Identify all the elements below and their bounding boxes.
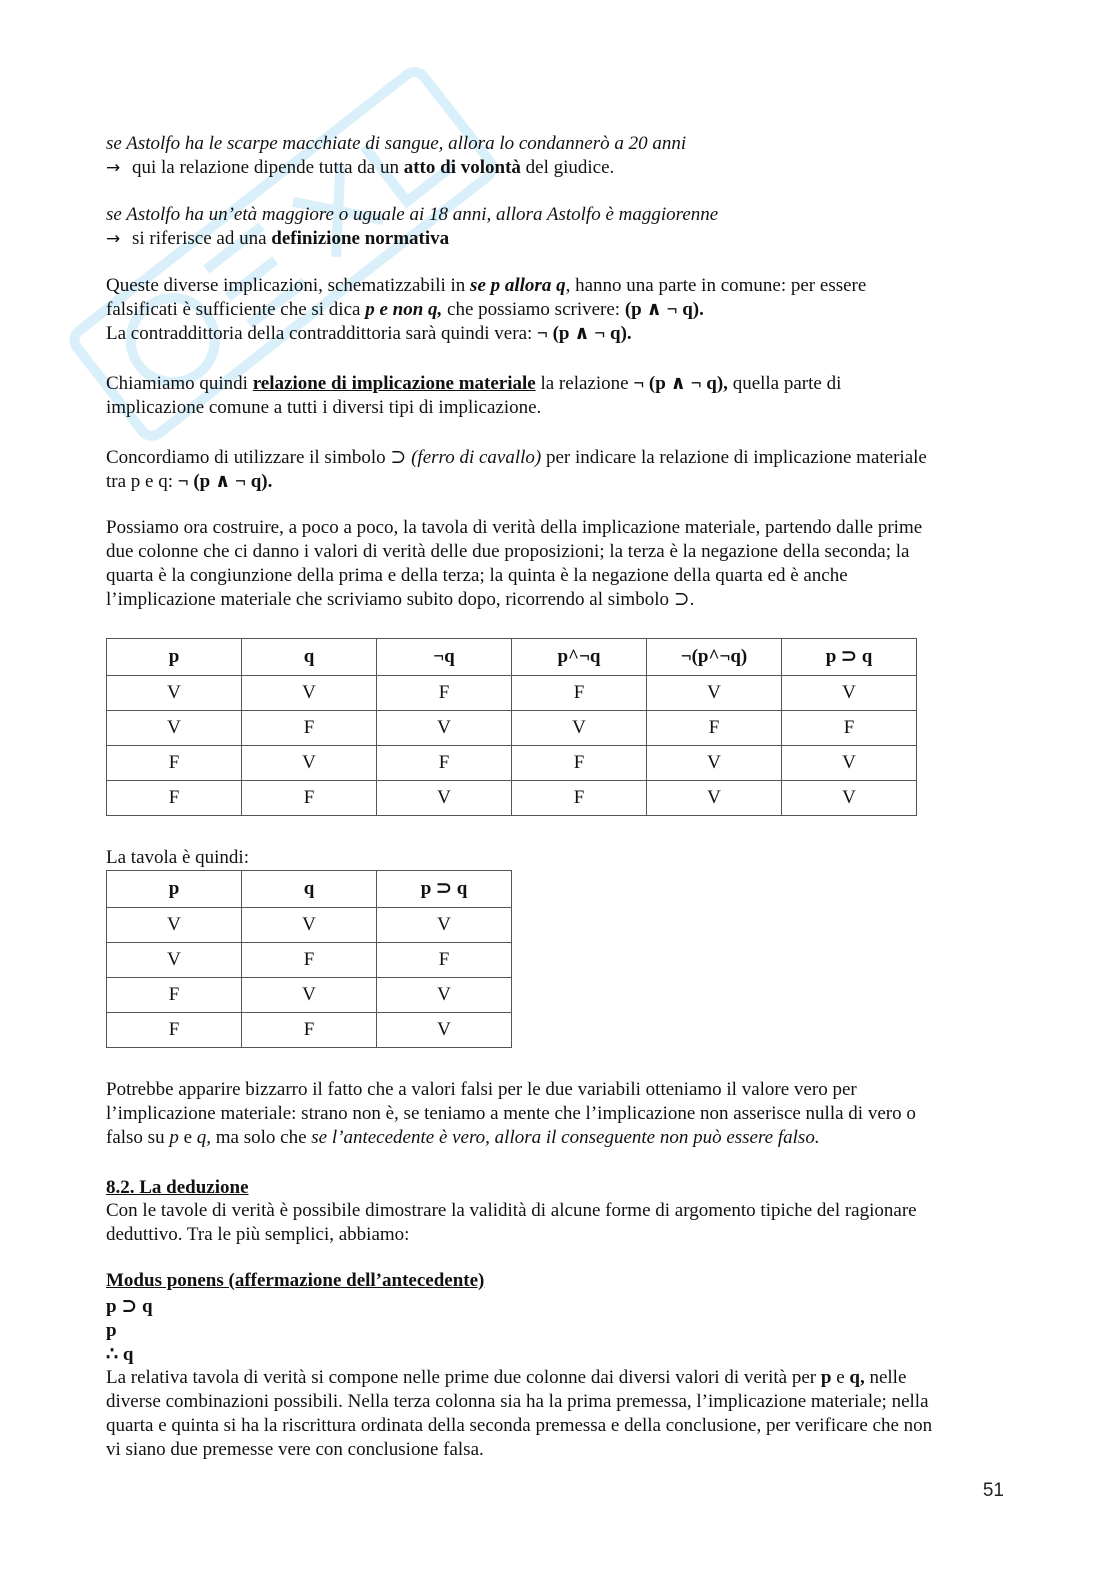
table-cell: F <box>647 711 782 746</box>
table-cell: V <box>107 676 242 711</box>
modus-line3: quarta e quinta si ha la riscrittura ordinata della seconda premessa e della conclusione, per verificare che non <box>106 1415 933 1436</box>
table-cell: V <box>107 711 242 746</box>
example-2-note: → si riferisce ad una definizione normativa <box>106 228 450 249</box>
table-cell: V <box>512 711 647 746</box>
table-cell: V <box>782 781 917 816</box>
modus-line2: diverse combinazioni possibili. Nella terza colonna sia ha la prima premessa, l’implicazione materiale; nella <box>106 1391 929 1412</box>
section-line1: Con le tavole di verità è possibile dimostrare la validità di alcune forme di argomento tipiche del ragionare <box>106 1200 917 1221</box>
para4-line1: Possiamo ora costruire, a poco a poco, la tavola di verità della implicazione materiale, partendo dalle prime <box>106 517 923 538</box>
para1-line2: falsificati è sufficiente che si dica p e non q, che possiamo scrivere: (p ∧ ¬ q). <box>106 299 704 320</box>
table-cell: V <box>107 943 242 978</box>
modus-ponens-heading: Modus ponens (affermazione dell’antecedente) <box>106 1270 485 1291</box>
table-row <box>107 781 917 816</box>
table-row <box>107 978 512 1013</box>
para3-line1: Concordiamo di utilizzare il simbolo ⊃ (ferro di cavallo) per indicare la relazione di implicazione materiale <box>106 447 927 468</box>
table-header-row <box>107 639 917 676</box>
modus-formula-premise1: p ⊃ q <box>106 1296 153 1317</box>
table-header-cell: p <box>107 639 242 676</box>
para2-line2: implicazione comune a tutti i diversi tipi di implicazione. <box>106 397 542 418</box>
table-cell: F <box>377 943 512 978</box>
para1-line1: Queste diverse implicazioni, schematizzabili in se p allora q, hanno una parte in comune: per essere <box>106 275 867 296</box>
table-cell: F <box>242 943 377 978</box>
example-1-note: → qui la relazione dipende tutta da un atto di volontà del giudice. <box>106 157 615 178</box>
section-line2: deduttivo. Tra le più semplici, abbiamo: <box>106 1224 410 1245</box>
table-cell: F <box>782 711 917 746</box>
example-1-statement: se Astolfo ha le scarpe macchiate di sangue, allora lo condannerò a 20 anni <box>106 133 687 154</box>
modus-formula-premise2: p <box>106 1320 117 1341</box>
table-cell: F <box>512 676 647 711</box>
para5-line1: Potrebbe apparire bizzarro il fatto che a valori falsi per le due variabili otteniamo il valore vero per <box>106 1079 857 1100</box>
table-cell: F <box>242 781 377 816</box>
table-cell: F <box>242 711 377 746</box>
para4-line2: due colonne che ci danno i valori di verità delle due proposizioni; la terza è la negazione della seconda; la <box>106 541 910 562</box>
para3-line2: tra p e q: ¬ (p ∧ ¬ q). <box>106 471 273 492</box>
table-header-cell: p ⊃ q <box>782 639 917 676</box>
table-row <box>107 908 512 943</box>
truth-table-summary <box>106 870 512 1048</box>
table-cell: V <box>242 978 377 1013</box>
table-cell: V <box>647 781 782 816</box>
table-cell: F <box>107 978 242 1013</box>
table-header-row <box>107 871 512 908</box>
table2-caption: La tavola è quindi: <box>106 847 249 868</box>
table-header-cell: p <box>107 871 242 908</box>
para2-line1: Chiamiamo quindi relazione di implicazione materiale la relazione ¬ (p ∧ ¬ q), quella parte di <box>106 373 842 394</box>
table-row <box>107 1013 512 1048</box>
modus-line4: vi siano due premesse vere con conclusione falsa. <box>106 1439 484 1460</box>
example-2-statement: se Astolfo ha un’età maggiore o uguale ai 18 anni, allora Astolfo è maggiorenne <box>106 204 719 225</box>
table-cell: V <box>242 746 377 781</box>
table-cell: V <box>107 908 242 943</box>
table-row <box>107 676 917 711</box>
para1-line3: La contraddittoria della contraddittoria sarà quindi vera: ¬ (p ∧ ¬ q). <box>106 323 632 344</box>
table-header-cell: p ⊃ q <box>377 871 512 908</box>
para4-line4: l’implicazione materiale che scriviamo subito dopo, ricorrendo al simbolo ⊃. <box>106 589 695 610</box>
table-cell: V <box>782 746 917 781</box>
table-header-cell: ¬(p^¬q) <box>647 639 782 676</box>
table-cell: F <box>377 676 512 711</box>
table-cell: F <box>107 746 242 781</box>
truth-table-full <box>106 638 917 816</box>
table-cell: V <box>377 908 512 943</box>
table-cell: F <box>242 1013 377 1048</box>
table-cell: V <box>242 908 377 943</box>
para4-line3: quarta è la congiunzione della prima e della terza; la quinta è la negazione della quarta ed è anche <box>106 565 848 586</box>
page-number: 51 <box>982 1480 1004 1501</box>
table-cell: V <box>242 676 377 711</box>
table-cell: V <box>377 978 512 1013</box>
table-row <box>107 711 917 746</box>
table-header-cell: q <box>242 871 377 908</box>
table-row <box>107 746 917 781</box>
table-cell: V <box>782 676 917 711</box>
para5-line3: falso su p e q, ma solo che se l’antecedente è vero, allora il conseguente non può essere falso. <box>106 1127 820 1148</box>
table-header-cell: p^¬q <box>512 639 647 676</box>
table-cell: F <box>107 781 242 816</box>
modus-formula-conclusion: ∴ q <box>106 1344 134 1365</box>
table-cell: V <box>647 746 782 781</box>
section-heading: 8.2. La deduzione <box>106 1177 249 1198</box>
arrow-right-icon: → <box>106 158 121 178</box>
table-cell: V <box>647 676 782 711</box>
table-cell: F <box>512 746 647 781</box>
para5-line2: l’implicazione materiale: strano non è, se teniamo a mente che l’implicazione non asserisce nulla di vero o <box>106 1103 916 1124</box>
table-cell: F <box>107 1013 242 1048</box>
arrow-right-icon: → <box>106 229 121 249</box>
table-cell: F <box>512 781 647 816</box>
table-row <box>107 943 512 978</box>
table-header-cell: ¬q <box>377 639 512 676</box>
table-header-cell: q <box>242 639 377 676</box>
table-cell: V <box>377 781 512 816</box>
table-cell: F <box>377 746 512 781</box>
table-cell: V <box>377 711 512 746</box>
modus-line1: La relativa tavola di verità si compone nelle prime due colonne dai diversi valori di verità per p e q, nelle <box>106 1367 907 1388</box>
table-cell: V <box>377 1013 512 1048</box>
